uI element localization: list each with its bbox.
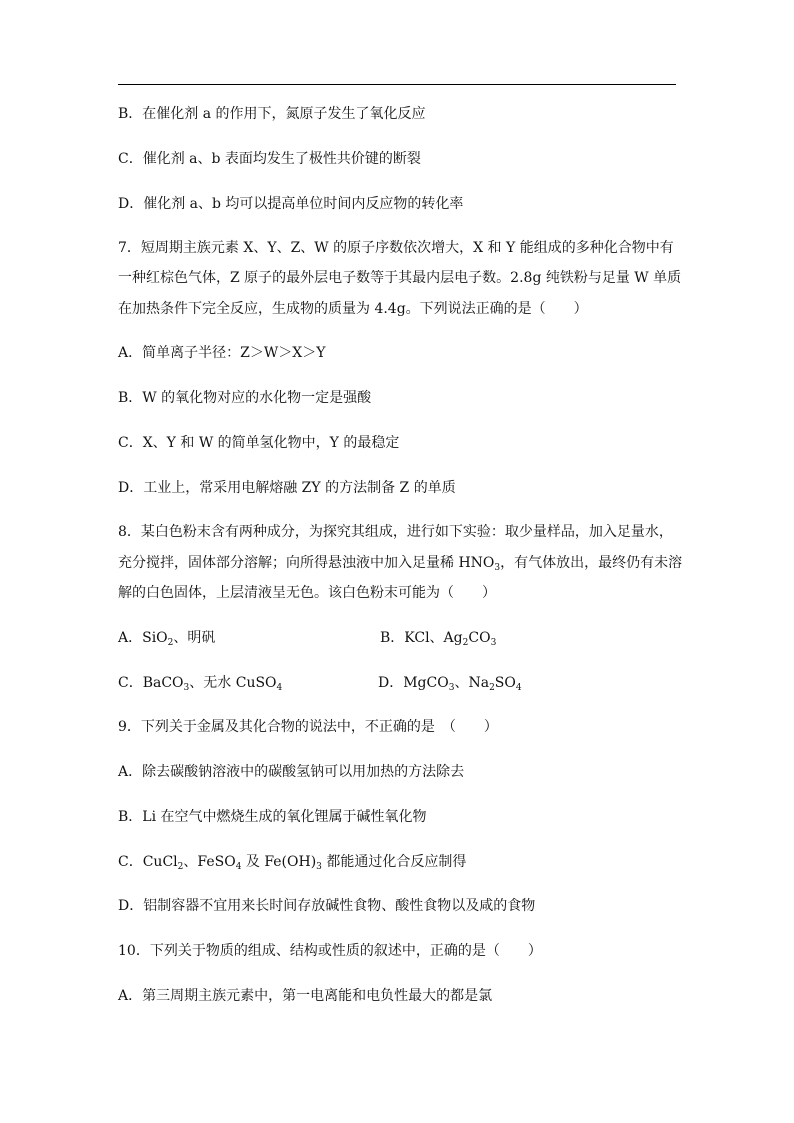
q8-stem-line-1: 8．某白色粉末含有两种成分，为探究其组成，进行如下实验：取少量样品，加入足量水， (118, 524, 673, 540)
q8-stem-line-2-pre: 充分搅拌，固体部分溶解；向所得悬浊液中加入足量稀 HNO (118, 555, 495, 571)
q8-option-a-text: A．SiO (118, 630, 168, 646)
q9-option-c-text: C．CuCl (118, 854, 178, 870)
q8-option-d-text: SO (494, 675, 516, 691)
subscript: 3 (183, 683, 190, 693)
q9-option-b: B．Li 在空气中燃烧生成的氧化锂属于碱性氧化物 (118, 809, 427, 825)
q9-option-d: D．铝制容器不宜用来长时间存放碱性食物、酸性食物以及咸的食物 (118, 898, 536, 914)
q6-option-b: B．在催化剂 a 的作用下，氮原子发生了氧化反应 (118, 106, 426, 122)
q8-option-c-text: 、无水 CuSO (189, 675, 277, 691)
subscript: 3 (316, 862, 322, 872)
q10-stem: 10．下列关于物质的组成、结构或性质的叙述中，正确的是（ ） (118, 943, 542, 959)
q7-stem-line-3: 在加热条件下完全反应，生成物的质量为 4.4g。下列说法正确的是（ ） (118, 301, 588, 317)
subscript: 3 (448, 683, 455, 693)
q8-option-a-text: 、明矾 (173, 630, 216, 646)
q6-option-c: C．催化剂 a、b 表面均发生了极性共价键的断裂 (118, 151, 421, 167)
subscript: 2 (462, 638, 469, 648)
q6-option-d: D．催化剂 a、b 均可以提高单位时间内反应物的转化率 (118, 196, 464, 212)
q9-option-a: A．除去碳酸钠溶液中的碳酸氢钠可以用加热的方法除去 (118, 764, 465, 780)
subscript: 3 (494, 563, 501, 573)
q9-option-c-text: 、FeSO (183, 854, 236, 870)
q8-option-b (380, 628, 496, 648)
q8-stem-line-2 (118, 553, 682, 573)
header-rule (118, 84, 676, 85)
q8-options-row-1 (118, 628, 678, 648)
q10-option-a: A．第三周期主族元素中，第一电离能和电负性最大的都是氯 (118, 988, 493, 1004)
q8-option-a (118, 630, 215, 646)
q7-stem-line-2: 一种红棕色气体，Z 原子的最外层电子数等于其最内层电子数。2.8g 纯铁粉与足量 W 单质 (118, 270, 682, 286)
q8-stem-line-2-post: ，有气体放出，最终仍有未溶 (500, 555, 683, 571)
q8-options-row-2 (118, 673, 678, 693)
q8-stem-line-3: 解的白色固体，上层清液呈无色。该白色粉末可能为（ ） (118, 585, 496, 601)
q8-option-d-text: D．MgCO (378, 675, 449, 691)
q7-option-a: A．简单离子半径：Z＞W＞X＞Y (118, 345, 326, 361)
q8-option-b-text: B．KCl、Ag (380, 630, 463, 646)
q7-stem-line-1: 7．短周期主族元素 X、Y、Z、W 的原子序数依次增大，X 和 Y 能组成的多种化合物中有 (118, 240, 674, 256)
subscript: 4 (276, 683, 283, 693)
q7-option-d: D．工业上，常采用电解熔融 ZY 的方法制备 Z 的单质 (118, 480, 456, 496)
q8-option-b-text: CO (468, 630, 491, 646)
q8-option-d (378, 673, 522, 693)
q7-option-c: C．X、Y 和 W 的简单氢化物中，Y 的最稳定 (118, 435, 400, 451)
subscript: 2 (177, 862, 184, 872)
subscript: 2 (167, 638, 174, 648)
subscript: 3 (490, 638, 497, 648)
q9-stem: 9．下列关于金属及其化合物的说法中，不正确的是 （ ） (118, 719, 498, 735)
q8-option-d-text: 、Na (454, 675, 490, 691)
q7-option-b: B．W 的氧化物对应的水化物一定是强酸 (118, 390, 372, 406)
subscript: 2 (489, 683, 495, 693)
subscript: 4 (515, 683, 522, 693)
subscript: 4 (235, 862, 242, 872)
q9-option-c-text: 都能通过化合反应制得 (321, 854, 467, 870)
q8-option-c-text: C．BaCO (118, 675, 184, 691)
q8-option-c (118, 675, 282, 691)
q9-option-c-text: 及 Fe(OH) (241, 854, 317, 870)
q9-option-c (118, 852, 466, 872)
